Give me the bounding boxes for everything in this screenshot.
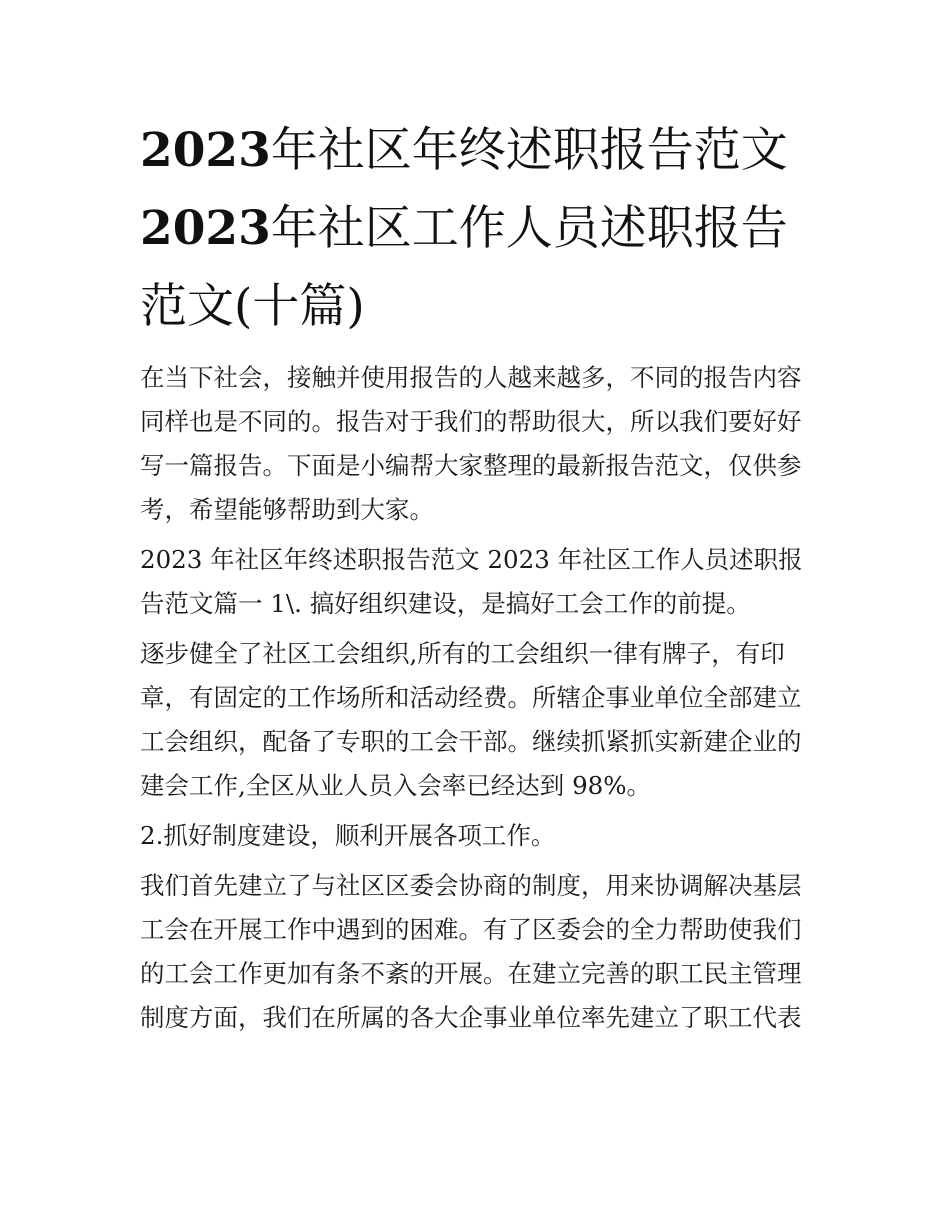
document-title (140, 112, 820, 346)
paragraph-system: 我们首先建立了与社区区委会协商的制度，用来协调解决基层工会在开展工作中遇到的困难。有了区委会的全力帮助使我们的工会工作更加有条不紊的开展。在建立完善的职工民主管理制度方面，我们在所属的各大企事业单位率先建立了职工代表 (140, 871, 802, 1032)
title-year-2: 2023 (140, 201, 271, 256)
title-line-2: 年社区工作人员述职报告 (270, 201, 788, 256)
paragraph-heading-1: 2023 年社区年终述职报告范文 2023 年社区工作人员述职报告范文篇一 1\. 搞好组织建设，是搞好工会工作的前提。 (140, 545, 803, 618)
paragraph-organization: 逐步健全了社区工会组织,所有的工会组织一律有牌子，有印章，有固定的工作场所和活动经费。所辖企事业单位全部建立工会组织，配备了专职的工会干部。继续抓紧抓实新建企业的建会工作,全区从业人员入会率已经达到 98%。 (140, 639, 802, 800)
title-year-1: 2023 (140, 123, 271, 178)
paragraph-intro: 在当下社会，接触并使用报告的人越来越多，不同的报告内容同样也是不同的。报告对于我们的帮助很大，所以我们要好好写一篇报告。下面是小编帮大家整理的最新报告范文，仅供参考，希望能够帮助到大家。 (140, 363, 802, 524)
document-body (140, 356, 820, 1046)
paragraph-heading-2: 2.抓好制度建设，顺利开展各项工作。 (140, 821, 556, 850)
title-line-3: 范文(十篇) (140, 279, 365, 334)
title-line-1: 年社区年终述职报告范文 (270, 123, 788, 178)
